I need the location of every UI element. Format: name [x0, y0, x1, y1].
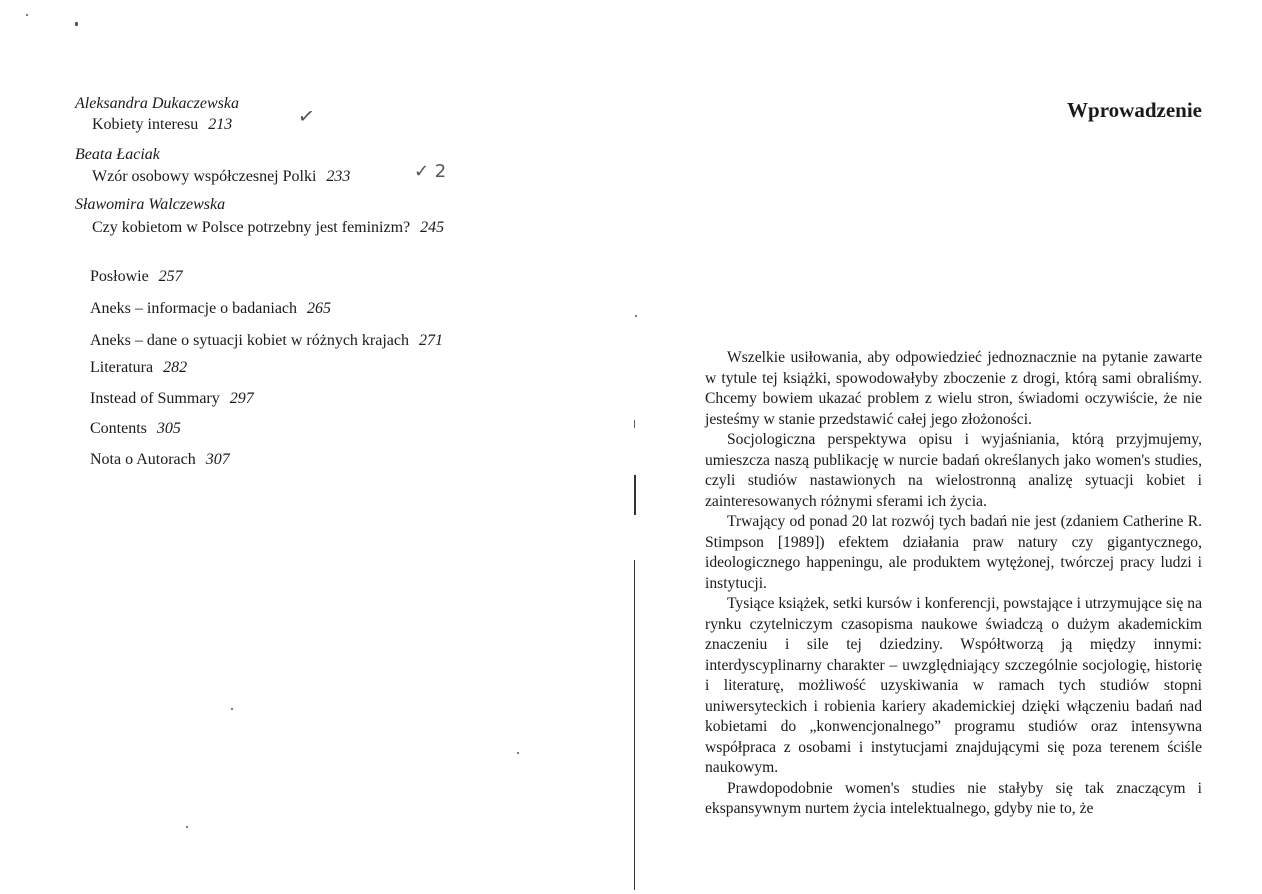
toc-entry-page: 307	[205, 451, 230, 468]
toc-author: Beata Łaciak	[75, 146, 160, 163]
toc-entry-title: Aneks – informacje o badaniach	[90, 300, 298, 317]
toc-author: Sławomira Walczewska	[75, 196, 226, 213]
scan-speck	[186, 826, 188, 828]
toc-entry-title: Czy kobietom w Polsce potrzebny jest feminizm?	[92, 219, 411, 236]
toc-entry-page: 297	[229, 390, 254, 407]
toc-extra-entry	[90, 268, 183, 286]
paragraph: Trwający od ponad 20 lat rozwój tych badań nie jest (zdaniem Catherine R. Stimpson [1989]) efektem działania praw natury czy gigantycznego, ideologicznego happeningu, ale produktem wytężonej, twórczej pracy ludzi i instytucji.	[705, 513, 1202, 592]
toc-extra-entry	[90, 300, 331, 318]
toc-extra-entry	[90, 451, 230, 469]
right-page	[631, 0, 1262, 894]
scan-speck	[231, 708, 233, 710]
toc-entry-page: 213	[208, 116, 233, 133]
toc-entry-title: Instead of Summary	[90, 390, 220, 407]
handwritten-check-mark: ✓ 2	[414, 161, 447, 182]
toc-entry-title: Kobiety interesu	[92, 116, 199, 133]
toc-entry-page: 257	[158, 268, 183, 285]
toc-entry-page: 233	[326, 168, 351, 185]
toc-entry-title: Posłowie	[90, 268, 149, 285]
toc-entry-title: Literatura	[90, 359, 154, 376]
handwritten-check-mark: ✓	[296, 102, 317, 130]
toc-entry-title: Wzór osobowy współczesnej Polki	[92, 168, 317, 185]
chapter-body	[705, 348, 1202, 820]
toc-entry-title: Aneks – dane o sytuacji kobiet w różnych krajach	[90, 332, 410, 349]
scan-speck	[75, 22, 78, 26]
toc-author: Aleksandra Dukaczewska	[75, 95, 239, 112]
toc-entry-title: Nota o Autorach	[90, 451, 196, 468]
toc-extra-entry	[90, 420, 181, 438]
toc-entry	[92, 116, 232, 134]
toc-extra-entry	[90, 359, 187, 377]
paragraph: Prawdopodobnie women's studies nie stałyby się tak znaczącym i ekspansywnym nurtem życia intelektualnego, gdyby nie to, że	[705, 779, 1202, 817]
toc-entry-page: 271	[419, 332, 444, 349]
toc-entry-page: 282	[163, 359, 188, 376]
toc-entry-page: 265	[307, 300, 332, 317]
paragraph: Socjologiczna perspektywa opisu i wyjaśniania, którą przyjmujemy, umieszcza naszą publikację w nurcie badań określanych jako women's studies, czyli studiów nastawionych na wielostronną analizę sytuacji kobiet i zainteresowanych różnymi sferami ich życia.	[705, 431, 1202, 510]
chapter-title: Wprowadzenie	[1067, 98, 1202, 122]
paragraph: Wszelkie usiłowania, aby odpowiedzieć jednoznacznie na pytanie zawarte w tytule tej książki, spowodowałyby zboczenie z drogi, którą sami obraliśmy. Chcemy bowiem ukazać problem z wielu stron, świadomi oczywiście, że nie jesteśmy w stanie przedstawić całej jego złożoności.	[705, 349, 1202, 428]
scan-speck	[26, 14, 28, 16]
toc-entry-title: Contents	[90, 420, 147, 437]
toc-entry-page: 305	[156, 420, 181, 437]
paragraph: Tysiące książek, setki kursów i konferencji, powstające i utrzymujące się na rynku czytelniczym czasopisma naukowe świadczą o dużym akademickim znaczeniu i sile tej dziedziny. Współtworzą ją między innymi: interdyscyplinarny charakter – uwzględniający szczególnie socjologię, historię i literaturę, możliwość uzyskiwania w ramach tych studiów stopni uniwersyteckich i robienia kariery akademickiej dzięki włączeniu badań nad kobietami do „konwencjonalnego” programu studiów oraz intensywna współpraca z osobami i instytucjami znajdującymi się poza terenem ściśle naukowym.	[705, 595, 1202, 776]
scan-speck	[517, 752, 519, 754]
toc-entry-page: 245	[420, 219, 445, 236]
toc-extra-entry	[90, 390, 254, 408]
toc-extra-entry	[90, 332, 443, 350]
toc-entry	[92, 219, 444, 237]
toc-entry	[92, 168, 350, 186]
